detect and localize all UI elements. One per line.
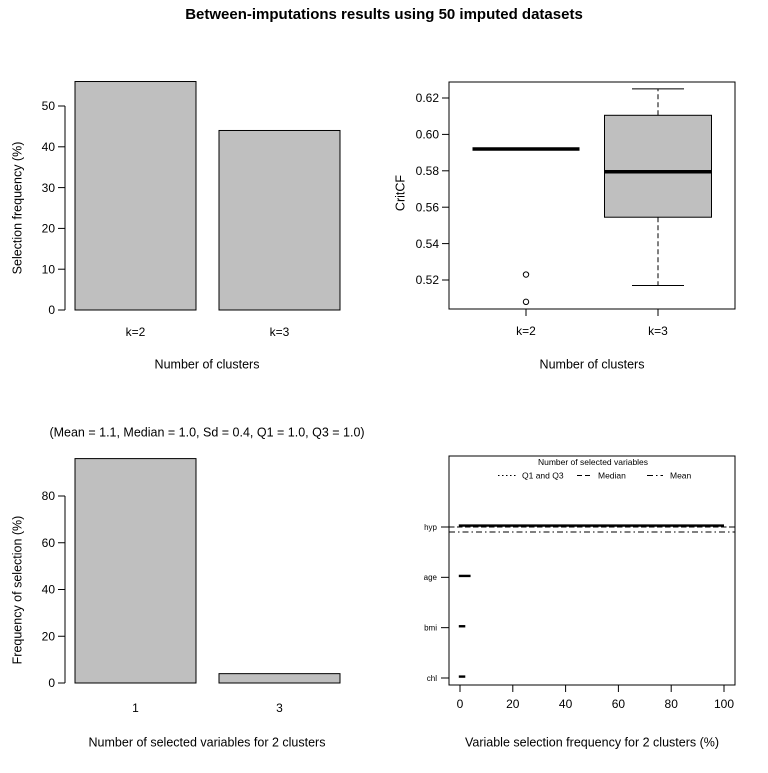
legend-title: Number of selected variables [537, 456, 649, 467]
x-category-label: k=2 [125, 325, 146, 340]
panel-num-selected-variables-barplot [10, 425, 364, 749]
x-tick-label: 60 [611, 697, 626, 712]
y-tick-label: 40 [41, 582, 55, 597]
y-tick-label: 20 [41, 221, 55, 236]
y-tick-label: 80 [41, 489, 55, 504]
x-category-label: k=2 [516, 324, 536, 339]
y-tick-label: 0.62 [415, 91, 439, 106]
y-tick-label: 50 [41, 99, 55, 114]
x-tick-label: 20 [506, 697, 520, 712]
y-category-label: age [423, 573, 437, 583]
legend-entry-label: Median [598, 470, 626, 481]
legend-entry-label: Mean [670, 470, 692, 481]
y-tick-label: 0 [48, 303, 55, 318]
y-tick-label: 0 [48, 676, 55, 691]
panel-critcf-boxplot [393, 82, 735, 371]
bar-k=2 [75, 82, 196, 310]
y-axis-label: Selection frequency (%) [10, 141, 25, 275]
plot-box [449, 456, 735, 685]
x-tick-label: 80 [664, 697, 678, 712]
y-tick-label: 0.60 [415, 127, 439, 142]
y-tick-label: 0.54 [415, 236, 439, 251]
y-tick-label: 10 [41, 262, 55, 277]
y-tick-label: 0.56 [415, 200, 439, 215]
panel-selection-frequency-barplot [10, 82, 340, 372]
y-tick-label: 40 [41, 140, 55, 154]
x-category-label: 1 [132, 701, 139, 716]
panel-title: (Mean = 1.1, Median = 1.0, Sd = 0.4, Q1 = 1.0, Q3 = 1.0) [49, 425, 365, 440]
y-tick-label: 30 [41, 180, 55, 195]
x-category-label: k=3 [648, 324, 668, 339]
x-category-label: 3 [276, 701, 283, 716]
y-category-label: chl [426, 673, 437, 683]
y-category-label: bmi [424, 623, 437, 633]
x-tick-label: 100 [713, 697, 735, 712]
x-tick-label: 40 [558, 697, 573, 712]
bar-1 [75, 459, 196, 683]
iqr-box [605, 115, 712, 217]
x-axis-label: Number of clusters [154, 357, 260, 372]
x-category-label: k=3 [269, 325, 290, 340]
y-axis-label: CritCF [393, 174, 408, 212]
outlier-point [523, 299, 528, 304]
x-tick-label: 0 [456, 697, 464, 712]
y-axis-label: Frequency of selection (%) [10, 515, 25, 665]
outlier-point [523, 272, 528, 277]
y-tick-label: 0.58 [415, 164, 439, 178]
y-tick-label: 20 [41, 629, 55, 644]
x-axis-label: Number of selected variables for 2 clusters [88, 735, 326, 750]
x-axis-label: Variable selection frequency for 2 clusters (%) [464, 735, 720, 750]
legend-entry-label: Q1 and Q3 [522, 470, 564, 481]
main-title: Between-imputations results using 50 imputed datasets [185, 6, 583, 23]
bar-k=3 [219, 130, 340, 310]
x-axis-label: Number of clusters [539, 357, 645, 372]
legend [498, 457, 692, 481]
panel-variable-selection-frequency-plot [424, 456, 735, 749]
bar-3 [219, 674, 340, 683]
y-category-label: hyp [424, 522, 437, 532]
y-tick-label: 0.52 [415, 273, 439, 288]
y-tick-label: 60 [41, 535, 55, 550]
